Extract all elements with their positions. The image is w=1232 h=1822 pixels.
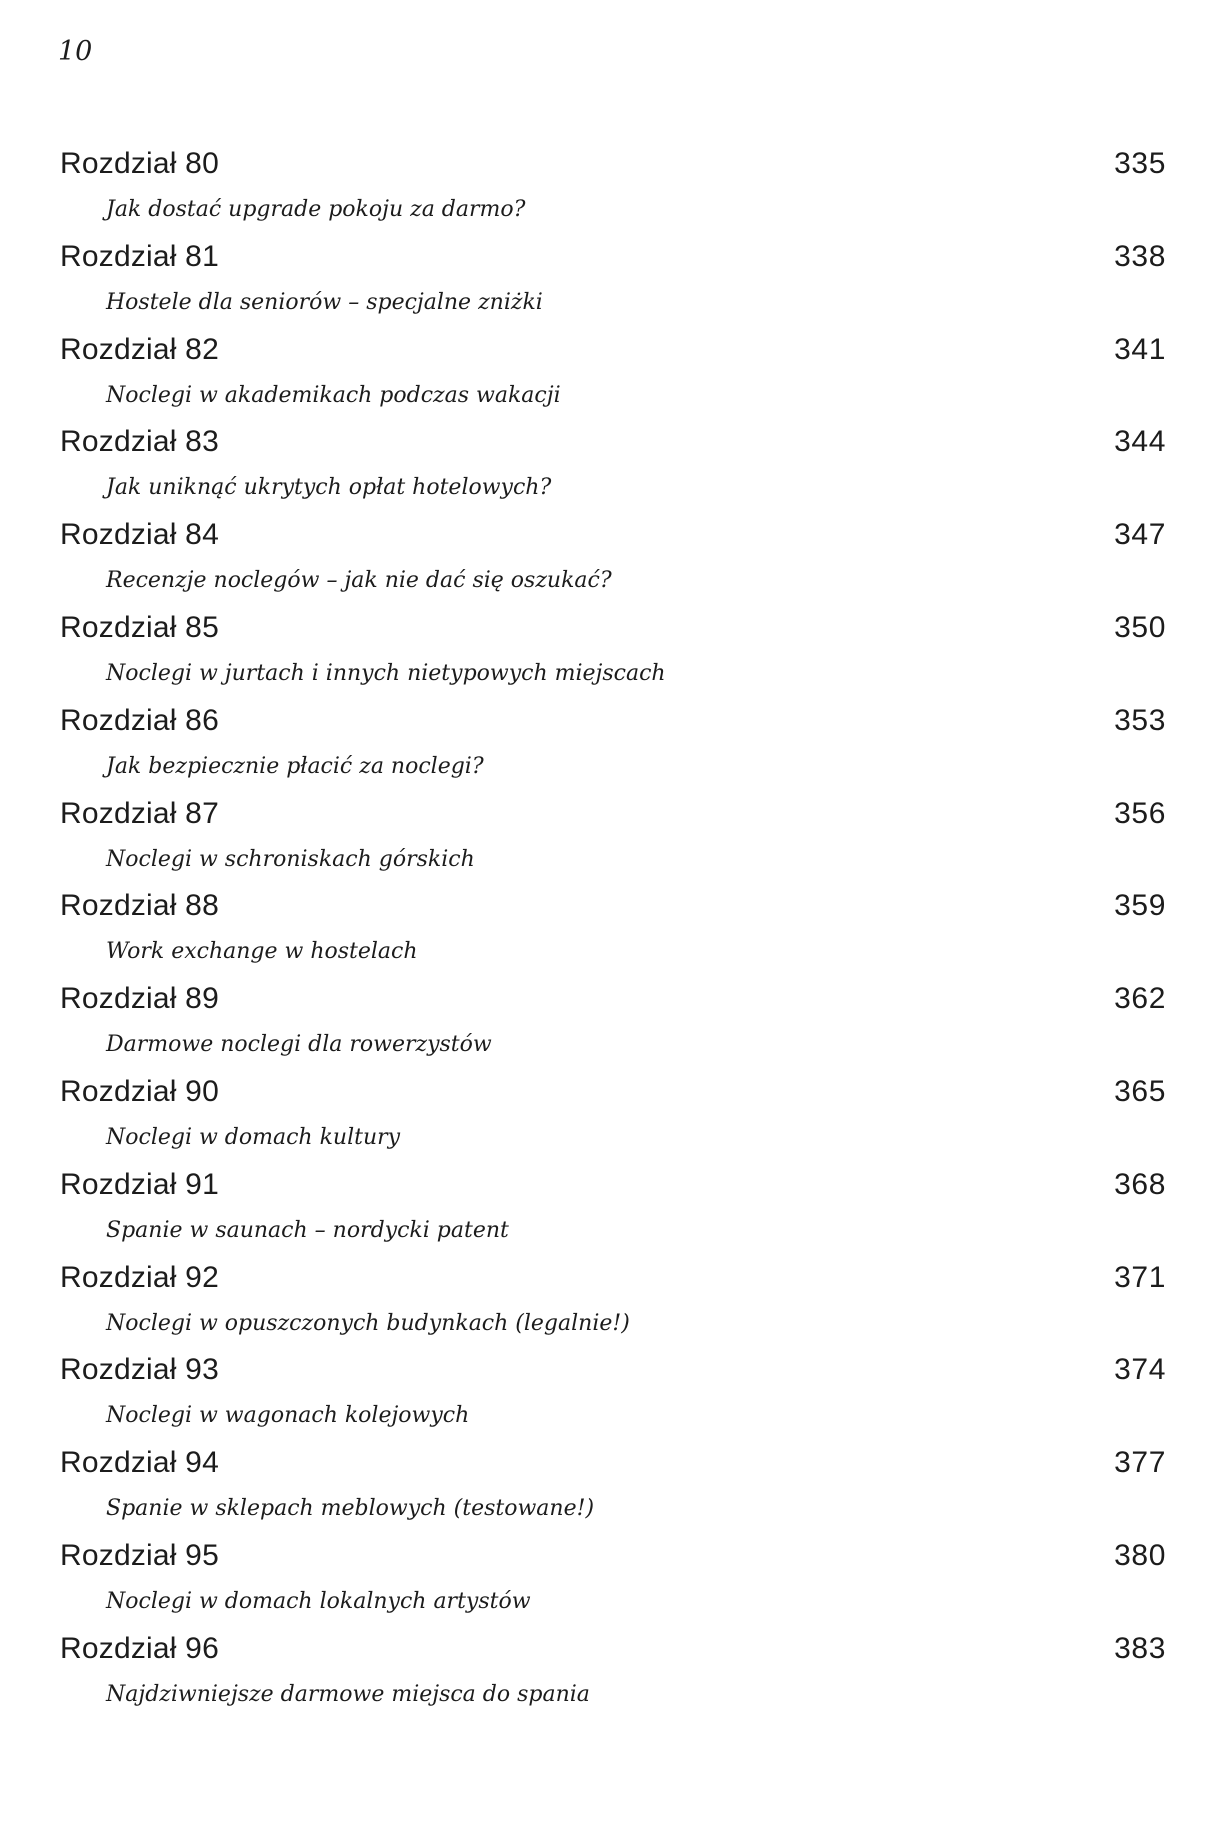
chapter-subtitle: Jak bezpiecznie płacić za noclegi? [106,753,484,779]
chapter-line [60,142,1166,186]
chapter-line [60,1348,1166,1392]
chapter-title: Rozdział 96 [60,1631,219,1665]
chapter-page-number: 356 [1114,796,1166,830]
chapter-subtitle: Noclegi w akademikach podczas wakacji [106,382,561,408]
chapter-subtitle: Noclegi w domach lokalnych artystów [106,1588,531,1614]
chapter-line [60,1163,1166,1207]
toc-entry[interactable] [60,1348,1166,1441]
chapter-line [60,235,1166,279]
chapter-page-number: 380 [1114,1538,1166,1572]
chapter-title: Rozdział 85 [60,610,219,644]
chapter-page-number: 353 [1114,703,1166,737]
chapter-line [60,1441,1166,1485]
chapter-title: Rozdział 84 [60,518,219,552]
chapter-page-number: 362 [1114,982,1166,1016]
chapter-page-number: 341 [1114,332,1166,366]
chapter-title: Rozdział 94 [60,1446,219,1480]
chapter-title: Rozdział 81 [60,239,219,273]
chapter-subtitle: Jak dostać upgrade pokoju za darmo? [106,197,526,222]
chapter-title: Rozdział 91 [60,1167,219,1201]
chapter-title: Rozdział 89 [60,982,219,1016]
chapter-title: Rozdział 95 [60,1538,219,1572]
chapter-subtitle: Darmowe noclegi dla rowerzystów [106,1032,492,1058]
chapter-line [60,328,1166,372]
chapter-title: Rozdział 86 [60,703,219,737]
chapter-line [60,699,1166,743]
toc-entry[interactable] [60,1534,1166,1627]
chapter-subtitle: Spanie w sklepach meblowych (testowane!) [106,1496,595,1522]
chapter-subtitle: Najdziwniejsze darmowe miejsca do spania [106,1681,590,1707]
toc-entry[interactable] [60,792,1166,885]
table-of-contents [60,142,1166,1720]
chapter-subtitle: Noclegi w domach kultury [106,1124,401,1150]
chapter-subtitle: Noclegi w schroniskach górskich [106,846,475,872]
chapter-page-number: 344 [1114,425,1166,459]
chapter-title: Rozdział 88 [60,889,219,923]
chapter-subtitle: Hostele dla seniorów – specjalne zniżki [106,289,543,315]
toc-entry[interactable] [60,513,1166,606]
chapter-title: Rozdział 92 [60,1260,219,1294]
chapter-subtitle: Noclegi w opuszczonych budynkach (legalnie!) [106,1310,630,1336]
chapter-subtitle: Noclegi w wagonach kolejowych [106,1403,470,1429]
toc-entry[interactable] [60,420,1166,513]
chapter-page-number: 374 [1114,1353,1166,1387]
chapter-subtitle: Recenzje noclegów – jak nie dać się oszukać? [106,568,612,594]
page-number: 10 [58,36,93,67]
chapter-line [60,1070,1166,1114]
toc-entry[interactable] [60,328,1166,421]
chapter-title: Rozdział 93 [60,1353,219,1387]
chapter-page-number: 383 [1114,1631,1166,1665]
toc-entry[interactable] [60,977,1166,1070]
chapter-line [60,1534,1166,1578]
chapter-page-number: 371 [1114,1260,1166,1294]
chapter-line [60,513,1166,557]
chapter-title: Rozdział 82 [60,332,219,366]
toc-entry[interactable] [60,1070,1166,1163]
chapter-page-number: 365 [1114,1074,1166,1108]
chapter-page-number: 359 [1114,889,1166,923]
chapter-page-number: 338 [1114,239,1166,273]
chapter-line [60,606,1166,650]
chapter-subtitle: Spanie w saunach – nordycki patent [106,1217,509,1243]
toc-entry[interactable] [60,1256,1166,1349]
chapter-page-number: 377 [1114,1446,1166,1480]
chapter-title: Rozdział 83 [60,425,219,459]
chapter-subtitle: Work exchange w hostelach [106,939,418,965]
chapter-line [60,977,1166,1021]
chapter-line [60,792,1166,836]
chapter-subtitle: Noclegi w jurtach i innych nietypowych miejscach [106,660,666,686]
chapter-line [60,420,1166,464]
chapter-title: Rozdział 87 [60,796,219,830]
chapter-page-number: 335 [1114,147,1166,180]
chapter-subtitle: Jak uniknąć ukrytych opłat hotelowych? [106,475,552,501]
chapter-line [60,884,1166,928]
toc-entry[interactable] [60,142,1166,235]
chapter-page-number: 368 [1114,1167,1166,1201]
chapter-page-number: 350 [1114,610,1166,644]
chapter-line [60,1627,1166,1671]
toc-entry[interactable] [60,235,1166,328]
toc-entry[interactable] [60,606,1166,699]
toc-entry[interactable] [60,1163,1166,1256]
toc-entry[interactable] [60,1441,1166,1534]
chapter-page-number: 347 [1114,518,1166,552]
chapter-title: Rozdział 90 [60,1074,219,1108]
chapter-line [60,1256,1166,1300]
toc-entry[interactable] [60,699,1166,792]
chapter-title: Rozdział 80 [60,147,219,180]
toc-entry[interactable] [60,884,1166,977]
toc-entry[interactable] [60,1627,1166,1720]
